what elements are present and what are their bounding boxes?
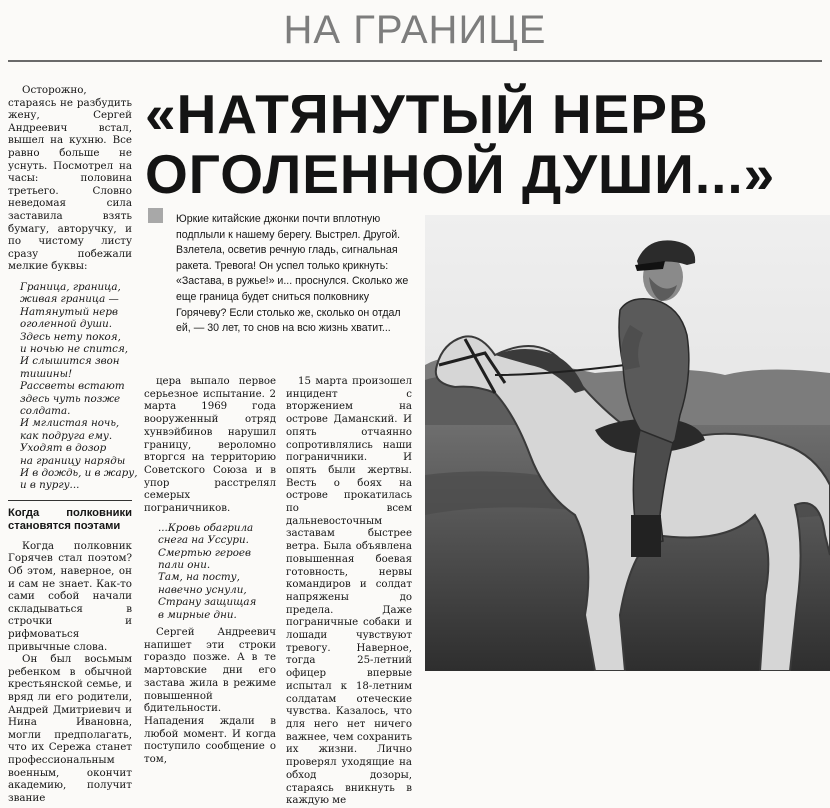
poem-line: Здесь нету покоя, [20, 330, 121, 343]
left-paragraph-2: Когда полковник Горячев стал поэтом? Об этом, наверное, он и сам не знает. Как-то сами собой начали складываться в строчки и рифмоваться привычные слова. [8, 539, 132, 653]
lead-marker-square [148, 208, 163, 223]
poem-line: оголенной души. [20, 318, 113, 331]
poem-line: И мглистая ночь, [20, 417, 120, 430]
subheading: Когда полковники становятся поэтами [8, 500, 132, 534]
poem-line: и в пургу... [20, 479, 80, 492]
rider-boot [631, 515, 661, 557]
left-paragraph-1: Осторожно, стараясь не разбудить жену, Сергей Андреевич встал, вышел на кухню. Все равно больше не уснуть. Посмотрел на часы: половина третьего. Словно неведомая сила заставила взять бумагу, авторучку, и по чистому листу сразу побежали мелкие буквы: [8, 84, 132, 273]
horse-rider-photo [425, 215, 830, 671]
poem-line: Граница, граница, [20, 280, 121, 293]
poem-line: Натянутый нерв [20, 305, 118, 318]
poem-line: тишины! [20, 367, 73, 380]
poem-line: И в дождь, и в жару, [20, 467, 138, 479]
poem-line: навечно уснули, [158, 583, 247, 596]
headline-line-2: ОГОЛЕННОЙ ДУШИ...» [145, 143, 776, 205]
poem-line: Рассветы встают [20, 380, 125, 393]
left-paragraph-3: Он был восьмым ребенком в обычной крестьянской семье, и вряд ли его родители, Андрей Дмитриевич и Нина Ивановна, могли предполагать, что их Сережа станет профессиональным военным, окончит академию, получит звание [8, 653, 132, 804]
middle-paragraph-2: Сергей Андреевич напишет эти строки гораздо позже. А в те мартовские дни его застава жила в режиме повышенной бдительности. Нападения ждали в любой момент. И когда поступило сообщение о том, [144, 626, 276, 766]
poem-line: на границу наряды [20, 454, 126, 467]
poem-ussuri [158, 522, 276, 621]
poem-line: Смертью героев [158, 546, 251, 559]
poem-line: Страну защищая [158, 596, 257, 609]
headline-line-1: «НАТЯНУТЫЙ НЕРВ [145, 83, 709, 145]
section-rubric: НА ГРАНИЦЕ [283, 8, 547, 52]
lead-paragraph: Юркие китайские джонки почти вплотную подплыли к нашему берегу. Выстрел. Другой. Взлетела, осветив речную гладь, сигнальная ракета. Тревога! Он успел только крикнуть: «Застава, в ружье!» и... проснулся. Сколько же еще граница будет сниться полковнику Горячеву? Если столько же, сколько он отдал ей, — 30 лет, то снов на всю жизнь хватит... [176, 213, 409, 335]
poem-line: в мирные дни. [158, 608, 237, 621]
poem-line: живая граница — [20, 293, 119, 306]
middle-column [144, 376, 276, 767]
poem-line: как подруга ему. [20, 429, 113, 442]
poem-line: Там, на посту, [158, 571, 240, 584]
poem-line: ...Кровь обагрила [158, 521, 254, 534]
poem-border [20, 280, 138, 492]
poem-line: И слышится звон [20, 355, 120, 368]
poem-line: пали они. [158, 558, 211, 571]
top-rule [8, 60, 822, 62]
poem-line: здесь чуть позже [20, 392, 121, 405]
poem-line: и ночью не спится, [20, 342, 129, 355]
poem-line: солдата. [20, 404, 71, 417]
middle-paragraph-1: цера выпало первое серьезное испытание. 2 марта 1969 года вооруженный отряд хунвэйбинов нарушил границу, вероломно вторгся на территорию Советского Союза и в упор расстрелял семерых пограничников. [144, 376, 276, 515]
right-paragraph-1: 15 марта произошел инцидент с вторжением на острове Даманский. И опять отчаянно сопротивлялись наши пограничники. И опять были жертвы. Весть о боях на острове прокатилась по всем дальневосточным заставам быстрее ветра. Была объявлена повышенная боевая готовность, нервы командиров и солдат напряжены до предела. Даже пограничные собаки и лошади чувствуют тревогу. Наверное, тогда 25-летний офицер впервые испытал к 18-летним солдатам отеческие чувства. Казалось, что для него нет ничего важнее, чем сохранить их жизни. Лично проверял уходящие на обход дозоры, стараясь вникнуть в каждую ме [286, 376, 412, 807]
right-column [286, 376, 412, 808]
headline [145, 84, 825, 204]
left-column [8, 84, 138, 804]
poem-line: снега на Уссури. [158, 534, 249, 547]
poem-line: Уходят в дозор [20, 442, 107, 455]
